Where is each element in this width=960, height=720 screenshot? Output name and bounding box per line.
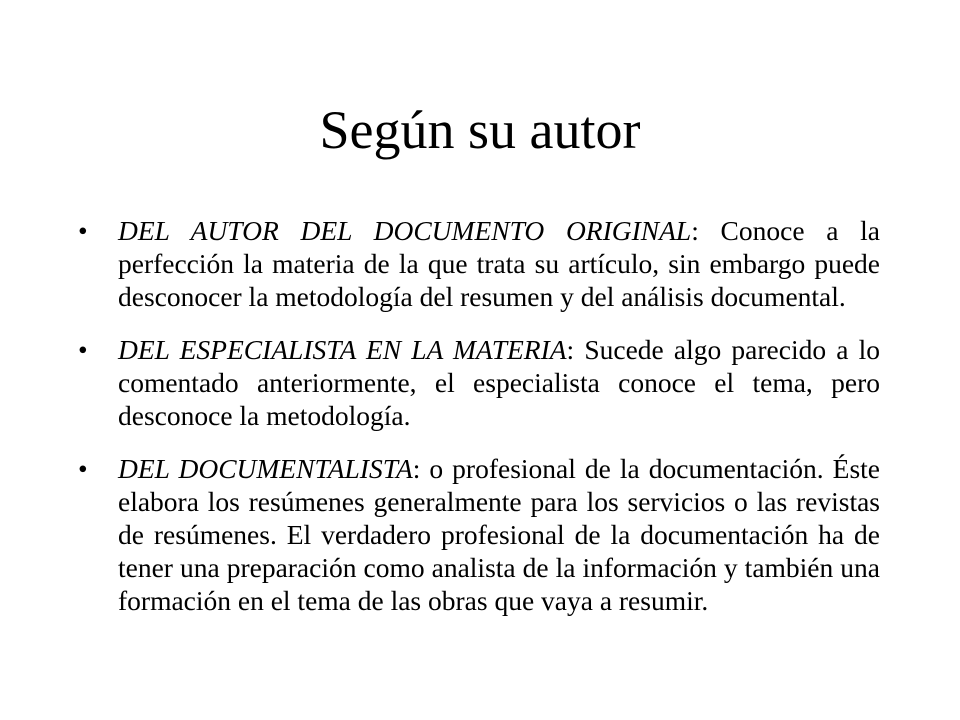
bullet-item-documentalista bbox=[78, 452, 880, 617]
bullet-item-autor bbox=[78, 214, 880, 313]
bullet-text: : Conoce a la perfección la materia de la que trata su artículo, sin embargo puede desconocer la metodología del resumen y del análisis documental. bbox=[118, 215, 881, 312]
bullet-term: DEL AUTOR DEL DOCUMENTO ORIGINAL bbox=[118, 215, 692, 246]
bullet-list bbox=[78, 214, 880, 637]
bullet-item-especialista bbox=[78, 333, 880, 432]
bullet-icon: • bbox=[78, 334, 88, 365]
bullet-text: : o profesional de la documentación. Éste elabora los resúmenes generalmente para los servicios o las revistas de resúmenes. El verdadero profesional de la documentación ha de tener una preparación como analista de la información y también una formación en el tema de las obras que vaya a resumir. bbox=[118, 453, 880, 616]
bullet-icon: • bbox=[78, 215, 88, 246]
bullet-icon: • bbox=[78, 453, 88, 484]
bullet-text: : Sucede algo parecido a lo comentado anteriormente, el especialista conoce el tema, pero desconoce la metodología. bbox=[118, 334, 880, 431]
slide-title: Según su autor bbox=[319, 100, 641, 160]
bullet-term: DEL DOCUMENTALISTA bbox=[118, 453, 413, 484]
bullet-term: DEL ESPECIALISTA EN LA MATERIA bbox=[118, 334, 567, 365]
